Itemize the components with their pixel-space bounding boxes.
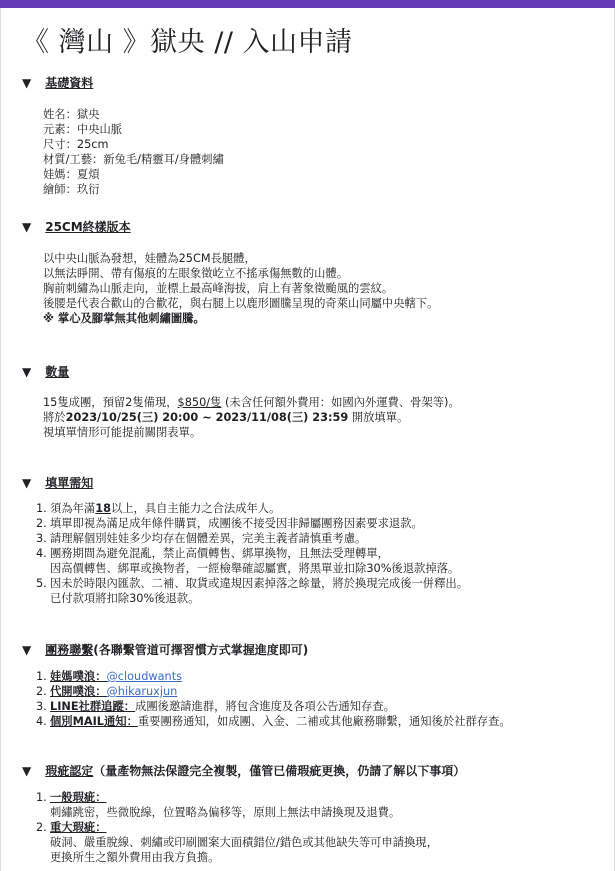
price: $850/隻 bbox=[177, 396, 222, 409]
list-item: 1. 娃媽噗浪：@cloudwants bbox=[36, 670, 183, 683]
defect-list bbox=[36, 790, 438, 865]
basic-line: 尺寸：25cm bbox=[43, 138, 109, 151]
quantity-line-1: 15隻成團，預留2隻備現，$850/隻 (未含任何額外費用：如國內外運費、骨架等)。 bbox=[43, 396, 460, 409]
triangle-down-icon: ▼ bbox=[22, 220, 32, 234]
quantity-block bbox=[43, 395, 460, 440]
version-description bbox=[43, 251, 438, 326]
plurk-link-mom[interactable]: @cloudwants bbox=[106, 670, 183, 683]
list-item: 2. 代開噗浪：@hikaruxjun bbox=[36, 685, 178, 698]
version-line: 後腰是代表合歡山的合歡花，與右腿上以鹿形圖騰呈現的奇萊山同屬中央轄下。 bbox=[43, 297, 439, 310]
triangle-down-icon: ▼ bbox=[22, 476, 32, 490]
quantity-line-2: 將於2023/10/25(三) 20:00 ~ 2023/11/08(三) 23:59 開放填單。 bbox=[43, 411, 409, 424]
list-item: 4. 個別MAIL通知：重要團務通知，如成團、入金、二補或其他廠務聯繫，通知後於社群存查。 bbox=[36, 715, 511, 728]
basic-info-block bbox=[43, 107, 224, 197]
section-heading-quantity: ▼ 數量 bbox=[22, 365, 70, 379]
version-line: 胸前刺繡為山脈走向，並標上最高峰海拔，肩上有著象徵颱風的雲紋。 bbox=[43, 282, 394, 295]
version-note: ※ 掌心及腳掌無其他刺繡圖騰。 bbox=[43, 312, 205, 325]
list-item: 5. 因未於時限內匯款、二補、取貨或違規因素掉落之餘量，將於換現完成後一併釋出。 已付款項將扣除30%後退款。 bbox=[36, 577, 468, 605]
contact-list bbox=[36, 669, 511, 729]
notice-list bbox=[36, 501, 468, 606]
section-heading-basic: ▼ 基礎資料 bbox=[22, 76, 94, 90]
quantity-line-3: 視填單情形可能提前關閉表單。 bbox=[43, 426, 202, 439]
section-heading-contact: ▼ 團務聯繫(各聯繫管道可擇習慣方式掌握進度即可) bbox=[22, 643, 309, 657]
basic-line: 姓名：獄央 bbox=[43, 108, 100, 121]
version-line: 以中央山脈為發想，娃體為25CM長腿體， bbox=[43, 252, 256, 265]
triangle-down-icon: ▼ bbox=[22, 643, 32, 657]
list-item: 3. 請理解個別娃娃多少均存在個體差異，完美主義者請慎重考慮。 bbox=[36, 532, 367, 545]
basic-line: 娃媽：夏煩 bbox=[43, 168, 100, 181]
triangle-down-icon: ▼ bbox=[22, 76, 32, 90]
list-item: 1. 一般瑕疵： 刺繡跳密，些微脫線，位置略為偏移等，原則上無法申請換現及退費。 bbox=[36, 791, 401, 819]
list-item: 4. 團務期間為避免混亂，禁止高價轉售、綁單換物，且無法受理轉單， 因高價轉售、綁單或換物者，一經檢舉確認屬實，將黑單並扣除30%後退款掉落。 bbox=[36, 547, 460, 575]
list-item: 1. 須為年滿18以上，具自主能力之合法成年人。 bbox=[36, 502, 281, 515]
section-heading-defect: ▼ 瑕疵認定（量產物無法保證完全複製，僅管已備瑕疵更換，仍請了解以下事項） bbox=[22, 764, 466, 778]
version-line: 以無法睜開、帶有傷痕的左眼象徵屹立不搖承傷無數的山體。 bbox=[43, 267, 349, 280]
page-title: 《 灣山 》獄央 // 入山申請 bbox=[22, 27, 353, 58]
list-item: 2. 填單即視為滿足成年條件購買，成團後不接受因非歸屬團務因素要求退款。 bbox=[36, 517, 423, 530]
list-item: 2. 重大瑕疵： 破洞、嚴重脫線、刺繡或印刷圖案大面積錯位/錯色或其他缺失等可申請換現， 更換所生之額外費用由我方負擔。 bbox=[36, 821, 438, 864]
basic-line: 繪師：玖衍 bbox=[43, 183, 100, 196]
plurk-link-agent[interactable]: @hikaruxjun bbox=[106, 685, 178, 698]
open-period: 2023/10/25(三) 20:00 ~ 2023/11/08(三) 23:59 bbox=[65, 411, 349, 424]
section-heading-version: ▼ 25CM終樣版本 bbox=[22, 220, 131, 234]
triangle-down-icon: ▼ bbox=[22, 764, 32, 778]
basic-line: 材質/工藝：新兔毛/精靈耳/身體刺繡 bbox=[43, 153, 224, 166]
list-item: 3. LINE社群追蹤：成團後邀請進群，將包含進度及各項公告通知存查。 bbox=[36, 700, 395, 713]
triangle-down-icon: ▼ bbox=[22, 365, 32, 379]
basic-line: 元素：中央山脈 bbox=[43, 123, 123, 136]
theme-top-bar bbox=[0, 0, 615, 8]
section-heading-notice: ▼ 填單需知 bbox=[22, 476, 94, 490]
